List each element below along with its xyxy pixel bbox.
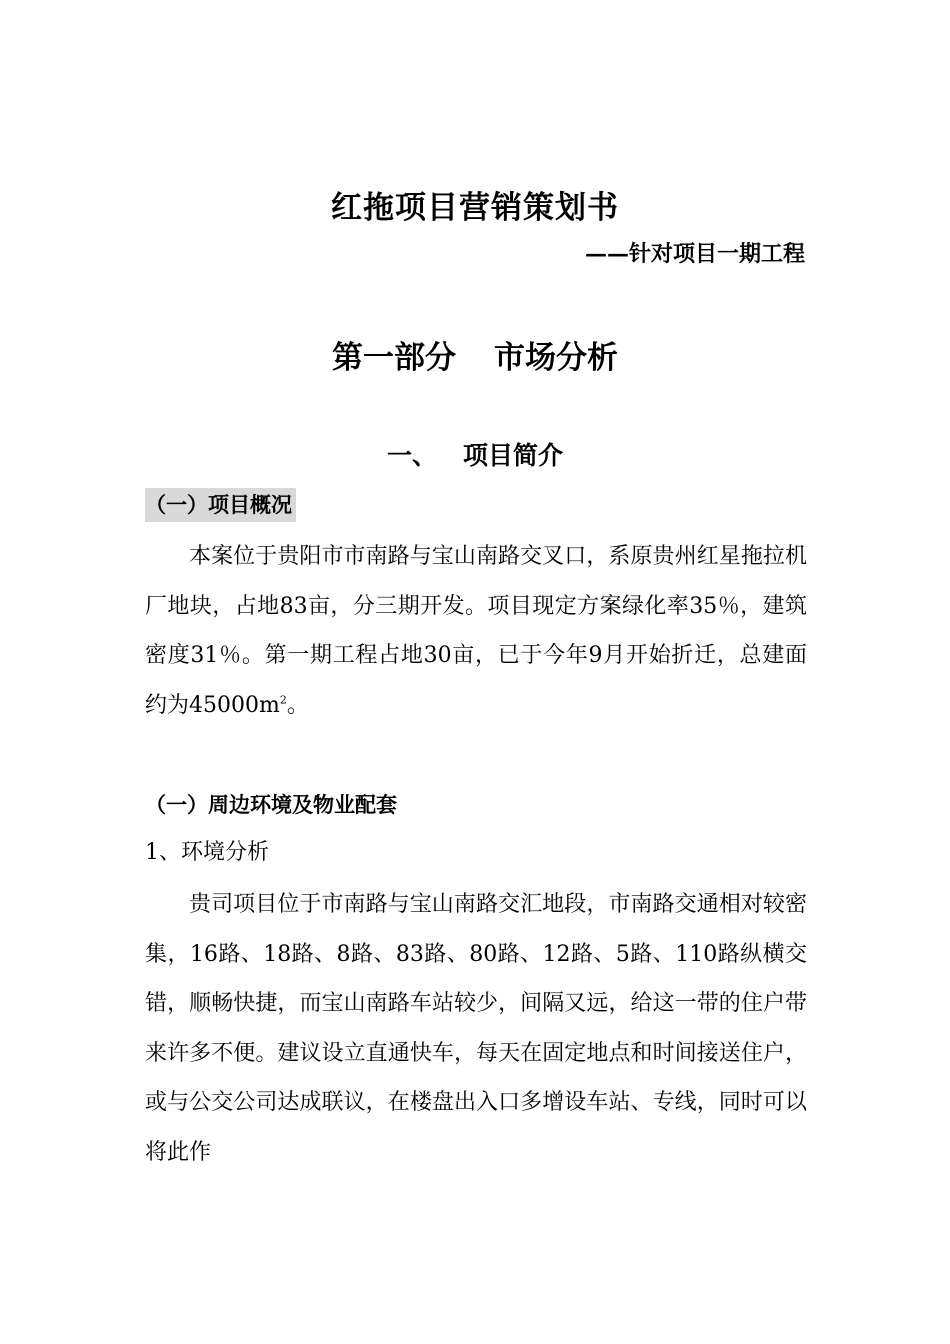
document-title: 红拖项目营销策划书 [331, 190, 619, 226]
part-label: 第一部分 [332, 340, 456, 376]
part-heading [0, 336, 950, 380]
section-name: 项目简介 [463, 441, 564, 470]
item-heading-environment: 1、环境分析 [145, 840, 269, 865]
part-name: 市场分析 [494, 340, 618, 376]
subsection-heading-environment: （一）周边环境及物业配套 [145, 792, 397, 817]
overview-paragraph [145, 532, 807, 730]
subsection-heading-overview: （一）项目概况 [145, 488, 296, 522]
section-number: 一、 [386, 441, 437, 470]
environment-paragraph: 贵司项目位于市南路与宝山南路交汇地段，市南路交通相对较密集，16路、18路、8路、83路、80路、12路、5路、110路纵横交错，顺畅快捷，而宝山南路车站较少，间隔又远，给这一带的住户带来许多不便。建议设立直通快车，每天在固定地点和时间接送住户，或与公交公司达成联议，在楼盘出入口多增设车站、专线，同时可以将此作 [145, 892, 807, 1165]
section-heading [0, 436, 950, 476]
overview-text: 本案位于贵阳市市南路与宝山南路交叉口，系原贵州红星拖拉机厂地块，占地83亩，分三期开发。项目现定方案绿化率35％，建筑密度31％。第一期工程占地30亩，已于今年9月开始折迁，总建面约为45000m [145, 544, 807, 718]
document-subtitle: ——针对项目一期工程 [584, 241, 805, 267]
overview-tail: 。 [286, 692, 309, 718]
area-superscript: 2 [279, 693, 287, 707]
